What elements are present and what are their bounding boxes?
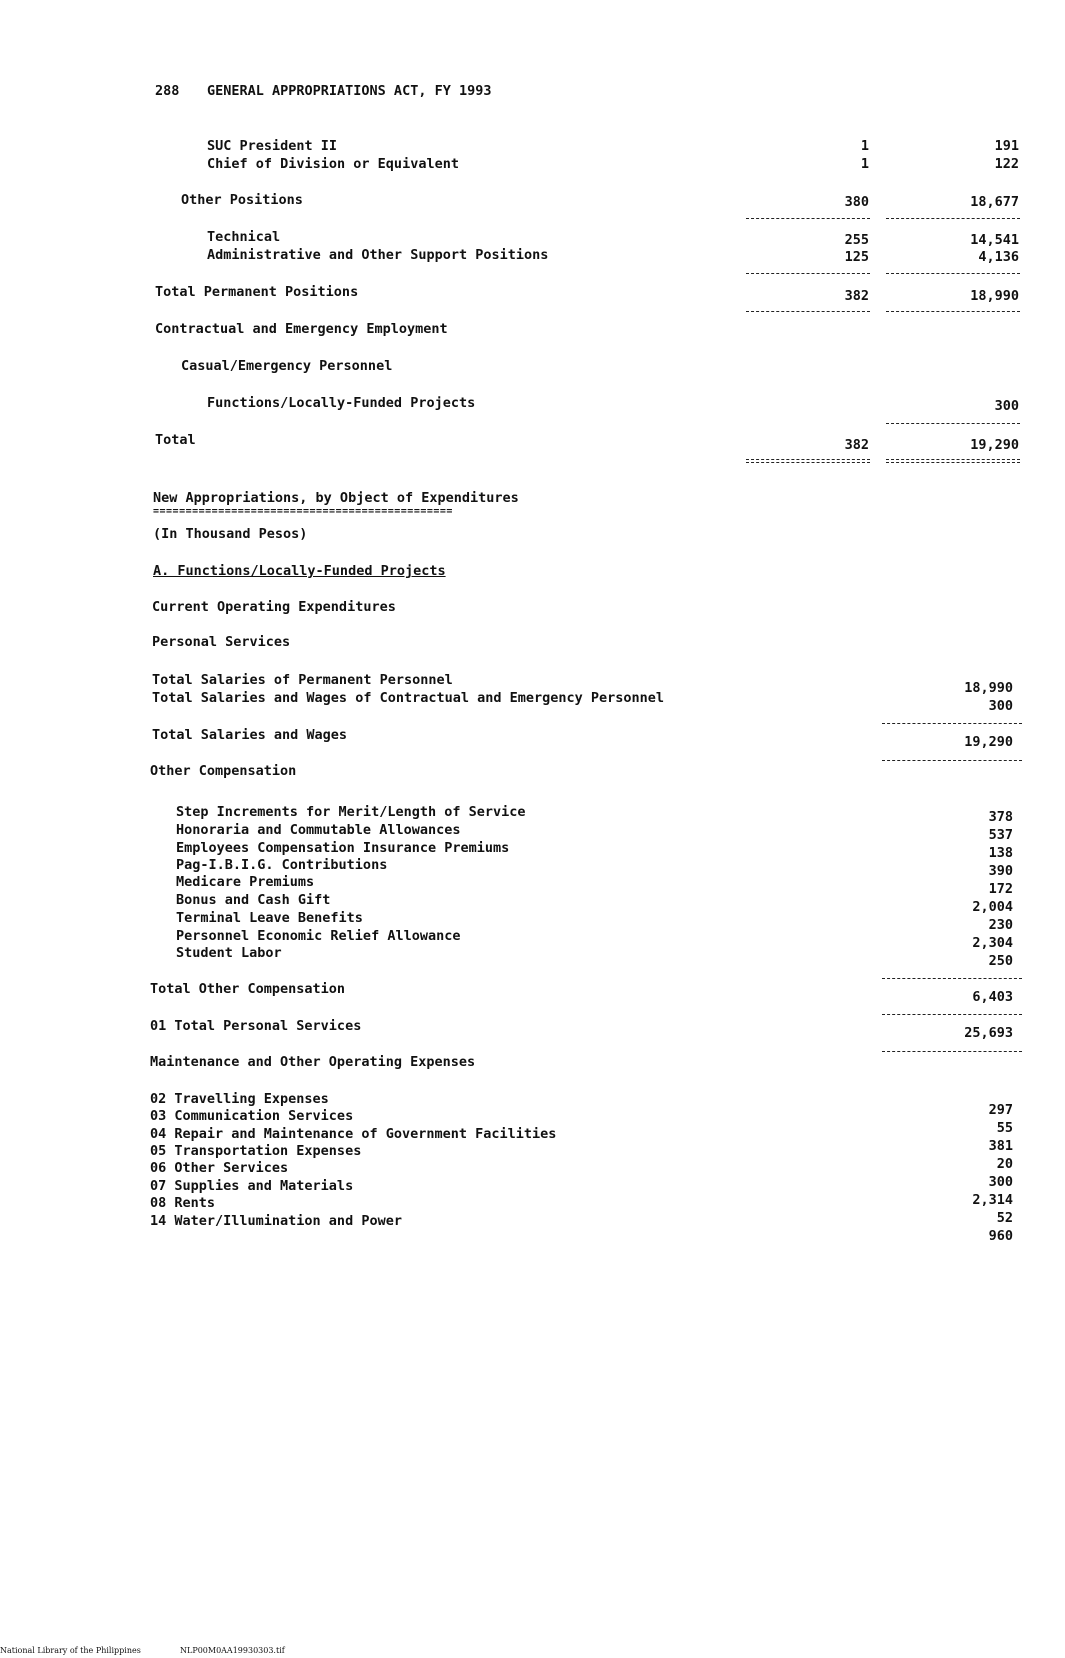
other-compensation-total-amount: 6,403 — [972, 989, 1013, 1005]
other-compensation-heading: Other Compensation — [150, 763, 297, 779]
rule — [746, 218, 870, 219]
total-label: Total — [155, 432, 196, 448]
personal-services-label: Personal Services — [152, 634, 291, 650]
mooe-item-amount: 381 — [988, 1138, 1013, 1154]
casual-label: Casual/Emergency Personnel — [181, 358, 393, 374]
double-rule — [746, 459, 870, 463]
oc-item-label: Personnel Economic Relief Allowance — [176, 928, 461, 944]
admin-support-amount: 4,136 — [978, 249, 1019, 265]
total-permanent-count: 382 — [844, 288, 869, 304]
functions-projects-amount: 300 — [994, 398, 1019, 414]
salaries-total-amount: 19,290 — [964, 734, 1013, 750]
chief-division-label: Chief of Division or Equivalent — [207, 156, 459, 172]
oc-item-amount: 2,304 — [972, 935, 1013, 951]
mooe-item-amount: 960 — [988, 1228, 1013, 1244]
suc-president-amount: 191 — [994, 138, 1019, 154]
rule — [882, 723, 1022, 724]
mooe-item-amount: 297 — [988, 1102, 1013, 1118]
oc-item-label: Terminal Leave Benefits — [176, 910, 363, 926]
contractual-label: Contractual and Emergency Employment — [155, 321, 448, 337]
footer-library: National Library of the Philippines — [0, 1646, 141, 1655]
oc-item-label: Step Increments for Merit/Length of Service — [176, 804, 526, 820]
mooe-item-amount: 300 — [988, 1174, 1013, 1190]
personal-services-total-amount: 25,693 — [964, 1025, 1013, 1041]
oc-item-label: Honoraria and Commutable Allowances — [176, 822, 461, 838]
oc-item-amount: 390 — [988, 863, 1013, 879]
current-operating-label: Current Operating Expenditures — [152, 599, 396, 615]
mooe-item-amount: 2,314 — [972, 1192, 1013, 1208]
oc-item-amount: 378 — [988, 809, 1013, 825]
admin-support-count: 125 — [844, 249, 869, 265]
section-units: (In Thousand Pesos) — [153, 526, 308, 542]
functions-projects-label: Functions/Locally-Funded Projects — [207, 395, 476, 411]
rule — [886, 423, 1020, 424]
rule — [886, 218, 1020, 219]
rule — [882, 1014, 1022, 1015]
oc-item-amount: 138 — [988, 845, 1013, 861]
footer-file: NLP00M0AA19930303.tif — [180, 1646, 285, 1655]
total-permanent-amount: 18,990 — [970, 288, 1019, 304]
total-amount: 19,290 — [970, 437, 1019, 453]
oc-item-label: Student Labor — [176, 945, 282, 961]
technical-amount: 14,541 — [970, 232, 1019, 248]
technical-label: Technical — [207, 229, 281, 245]
salaries-contractual-label: Total Salaries and Wages of Contractual and Emergency Personnel — [152, 690, 665, 706]
mooe-item-amount: 55 — [996, 1120, 1013, 1136]
chief-division-count: 1 — [860, 156, 869, 172]
oc-item-label: Bonus and Cash Gift — [176, 892, 331, 908]
total-count: 382 — [844, 437, 869, 453]
mooe-heading: Maintenance and Other Operating Expenses — [150, 1054, 476, 1070]
oc-item-amount: 230 — [988, 917, 1013, 933]
mooe-item-amount: 52 — [996, 1210, 1013, 1226]
oc-item-amount: 172 — [988, 881, 1013, 897]
rule — [882, 760, 1022, 761]
mooe-item-label: 03 Communication Services — [150, 1108, 354, 1124]
rule — [882, 978, 1022, 979]
mooe-item-label: 05 Transportation Expenses — [150, 1143, 362, 1159]
salaries-permanent-amount: 18,990 — [964, 680, 1013, 696]
salaries-total-label: Total Salaries and Wages — [152, 727, 348, 743]
rule — [882, 1051, 1022, 1052]
salaries-contractual-amount: 300 — [988, 698, 1013, 714]
mooe-item-label: 06 Other Services — [150, 1160, 289, 1176]
rule — [886, 311, 1020, 312]
oc-item-amount: 2,004 — [972, 899, 1013, 915]
chief-division-amount: 122 — [994, 156, 1019, 172]
subsection-title: A. Functions/Locally-Funded Projects — [153, 563, 446, 579]
oc-item-label: Employees Compensation Insurance Premiums — [176, 840, 510, 856]
section-title: New Appropriations, by Object of Expenditures — [153, 490, 519, 506]
mooe-item-label: 04 Repair and Maintenance of Government Facilities — [150, 1126, 557, 1142]
rule — [746, 311, 870, 312]
double-rule — [886, 459, 1020, 463]
mooe-item-label: 07 Supplies and Materials — [150, 1178, 354, 1194]
page-number: 288 — [155, 83, 180, 99]
other-compensation-total-label: Total Other Compensation — [150, 981, 346, 997]
technical-count: 255 — [844, 232, 869, 248]
salaries-permanent-label: Total Salaries of Permanent Personnel — [152, 672, 453, 688]
section-equals: ============================================== — [153, 506, 453, 517]
mooe-item-amount: 20 — [996, 1156, 1013, 1172]
mooe-item-label: 02 Travelling Expenses — [150, 1091, 329, 1107]
other-positions-label: Other Positions — [181, 192, 303, 208]
total-permanent-label: Total Permanent Positions — [155, 284, 359, 300]
oc-item-label: Pag-I.B.I.G. Contributions — [176, 857, 388, 873]
suc-president-label: SUC President II — [207, 138, 338, 154]
other-positions-count: 380 — [844, 194, 869, 210]
rule — [886, 273, 1020, 274]
other-positions-amount: 18,677 — [970, 194, 1019, 210]
rule — [746, 273, 870, 274]
mooe-item-label: 08 Rents — [150, 1195, 216, 1211]
personal-services-total-label: 01 Total Personal Services — [150, 1018, 362, 1034]
admin-support-label: Administrative and Other Support Positions — [207, 247, 549, 263]
oc-item-amount: 250 — [988, 953, 1013, 969]
suc-president-count: 1 — [860, 138, 869, 154]
oc-item-amount: 537 — [988, 827, 1013, 843]
mooe-item-label: 14 Water/Illumination and Power — [150, 1213, 402, 1229]
page-title: GENERAL APPROPRIATIONS ACT, FY 1993 — [207, 83, 492, 99]
oc-item-label: Medicare Premiums — [176, 874, 315, 890]
